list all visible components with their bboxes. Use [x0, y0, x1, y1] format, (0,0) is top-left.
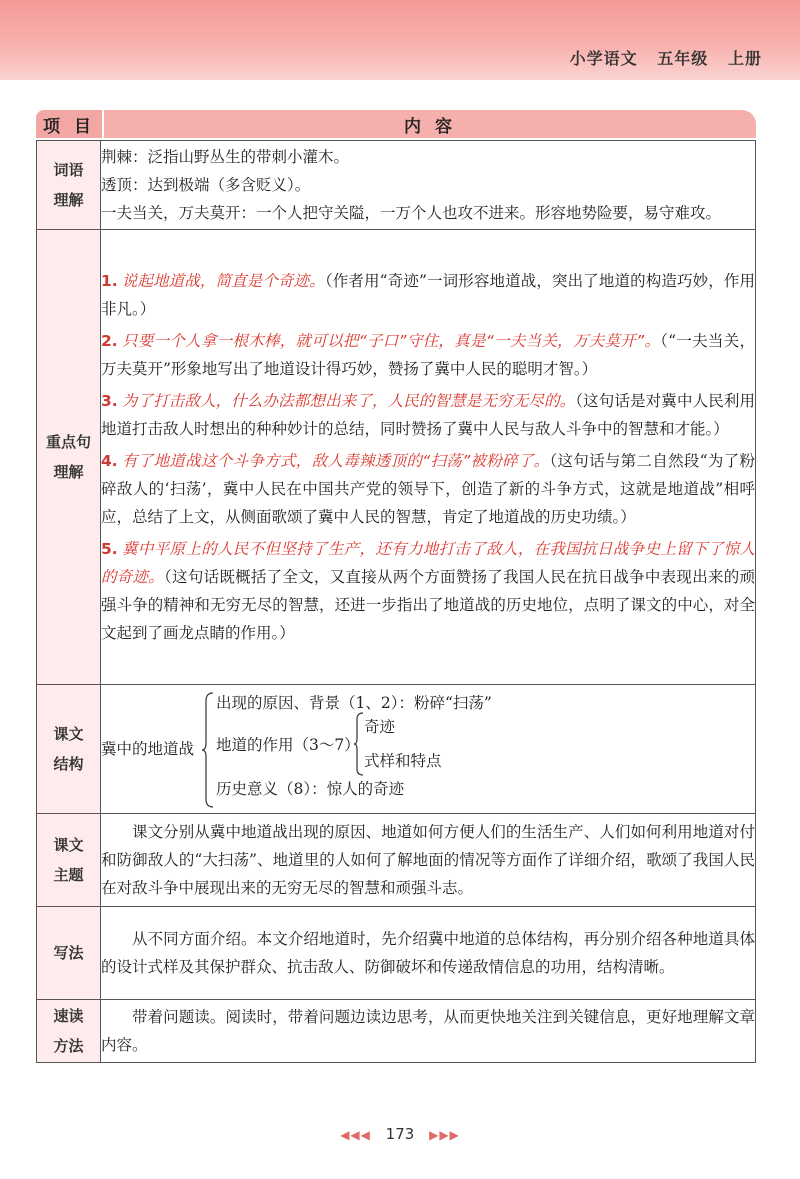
structure-diagram — [101, 689, 755, 809]
book-title: 小学语文 五年级 上册 — [569, 49, 762, 68]
sentence-number: 4. — [101, 452, 118, 470]
next-arrows-icon: ▶▶▶ — [429, 1128, 460, 1142]
sentence-quote: 有了地道战这个斗争方式，敌人毒辣透顶的“扫荡”被粉碎了。 — [121, 452, 550, 470]
sentence-number: 2. — [101, 332, 118, 350]
label-key-sentences-text: 重点句理解 — [45, 433, 91, 481]
structure-root: 冀中的地道战 — [101, 740, 195, 758]
reading-text: 带着问题读。阅读时，带着问题边读边思考，从而更快地关注到关键信息，更好地理解文章内容。 — [101, 1008, 755, 1054]
label-theme-text: 课文主题 — [53, 836, 84, 884]
sentence-item-3 — [101, 387, 755, 443]
sentence-quote: 为了打击敌人，什么办法都想出来了，人民的智慧是无穷无尽的。 — [121, 392, 576, 410]
structure-branch-3: 历史意义（8）：惊人的奇迹 — [216, 780, 405, 798]
content-vocab — [101, 141, 756, 230]
content-key-sentences — [101, 230, 756, 685]
sentence-quote: 只要一个人拿一根木棒，就可以把“子口”守住，真是“一夫当关，万夫莫开”。 — [121, 332, 661, 350]
structure-branch-2: 地道的作用（3～7） — [216, 736, 360, 754]
content-reading — [101, 1000, 756, 1063]
column-header-item: 项 目 — [36, 110, 102, 138]
sentence-note: （这句话与第二自然段“为了粉碎敌人的‘扫荡’，冀中人民在中国共产党的领导下，创造了新的斗争方式，这就是地道战”相呼应，总结了上文，从侧面歌颂了冀中人民的智慧，肯定了地道战的历史功绩。） — [101, 452, 756, 526]
sentence-number: 5. — [101, 540, 118, 558]
sentence-note: （“一夫当关，万夫莫开”形象地写出了地道设计得巧妙，赞扬了冀中人民的聪明才智。） — [101, 332, 755, 378]
label-key-sentences — [37, 230, 101, 685]
structure-sub-2: 式样和特点 — [364, 752, 442, 770]
sentence-item-1 — [101, 267, 755, 323]
label-theme — [37, 814, 101, 907]
structure-branch-1: 出现的原因、背景（1、2）：粉碎“扫荡” — [216, 694, 492, 712]
theme-text: 课文分别从冀中地道战出现的原因、地道如何方便人们的生活生产、人们如何利用地道对付和防御敌人的“大扫荡”、地道里的人如何了解地面的情况等方面作了详细介绍，歌颂了我国人民在对敌斗争中展现出来的无穷无尽的智慧和顽强斗志。 — [101, 823, 755, 897]
label-writing-text: 写法 — [53, 944, 84, 962]
label-writing — [37, 907, 101, 1000]
row-theme — [37, 814, 756, 907]
study-table — [36, 140, 756, 1063]
sentence-note: （这句话既概括了全文，又直接从两个方面赞扬了我国人民在抗日战争中表现出来的顽强斗争的精神和无穷无尽的智慧，还进一步指出了地道战的历史地位，点明了课文的中心，对全文起到了画龙点睛的作用。） — [101, 568, 755, 642]
vocab-line-1: 荆棘：泛指山野丛生的带刺小灌木。 — [101, 148, 350, 166]
sentence-item-5 — [101, 535, 755, 647]
row-writing — [37, 907, 756, 1000]
sentence-note: （这句话是对冀中人民利用地道打击敌人时想出的种种妙计的总结，同时赞扬了冀中人民与敌人斗争中的智慧和才能。） — [101, 392, 755, 438]
content-writing — [101, 907, 756, 1000]
sentence-note: （作者用“奇迹”一词形容地道战，突出了地道的构造巧妙，作用非凡。） — [101, 272, 755, 318]
row-vocab — [37, 141, 756, 230]
label-structure-text: 课文结构 — [53, 725, 84, 773]
sentence-quote: 冀中平原上的人民不但坚持了生产，还有力地打击了敌人，在我国抗日战争史上留下了惊人的奇迹。 — [101, 540, 755, 586]
sentence-number: 3. — [101, 392, 118, 410]
content-structure — [101, 685, 756, 814]
vocab-line-2: 透顶：达到极端（多含贬义）。 — [101, 176, 311, 194]
column-header-content: 内 容 — [104, 110, 756, 138]
page-number: 173 — [385, 1125, 415, 1143]
label-reading — [37, 1000, 101, 1063]
left-brace-icon — [201, 691, 215, 809]
structure-sub-1: 奇迹 — [364, 718, 396, 736]
content-theme — [101, 814, 756, 907]
row-reading — [37, 1000, 756, 1063]
label-reading-text: 速读方法 — [53, 1007, 84, 1055]
row-structure — [37, 685, 756, 814]
label-structure — [37, 685, 101, 814]
label-vocab — [37, 141, 101, 230]
vocab-line-3: 一夫当关，万夫莫开：一个人把守关隘，一万个人也攻不进来。形容地势险要，易守难攻。 — [101, 204, 722, 222]
sentence-quote: 说起地道战，简直是个奇迹。 — [121, 272, 325, 290]
row-key-sentences — [37, 230, 756, 685]
sentence-item-4 — [101, 447, 755, 531]
prev-arrows-icon: ◀◀◀ — [340, 1128, 371, 1142]
page-footer — [0, 1125, 800, 1143]
label-vocab-text: 词语理解 — [53, 161, 84, 209]
sentence-number: 1. — [101, 272, 118, 290]
writing-text: 从不同方面介绍。本文介绍地道时，先介绍冀中地道的总体结构，再分别介绍各种地道具体的设计式样及其保护群众、抗击敌人、防御破坏和传递敌情信息的功用，结构清晰。 — [101, 930, 755, 976]
sentence-item-2 — [101, 327, 755, 383]
